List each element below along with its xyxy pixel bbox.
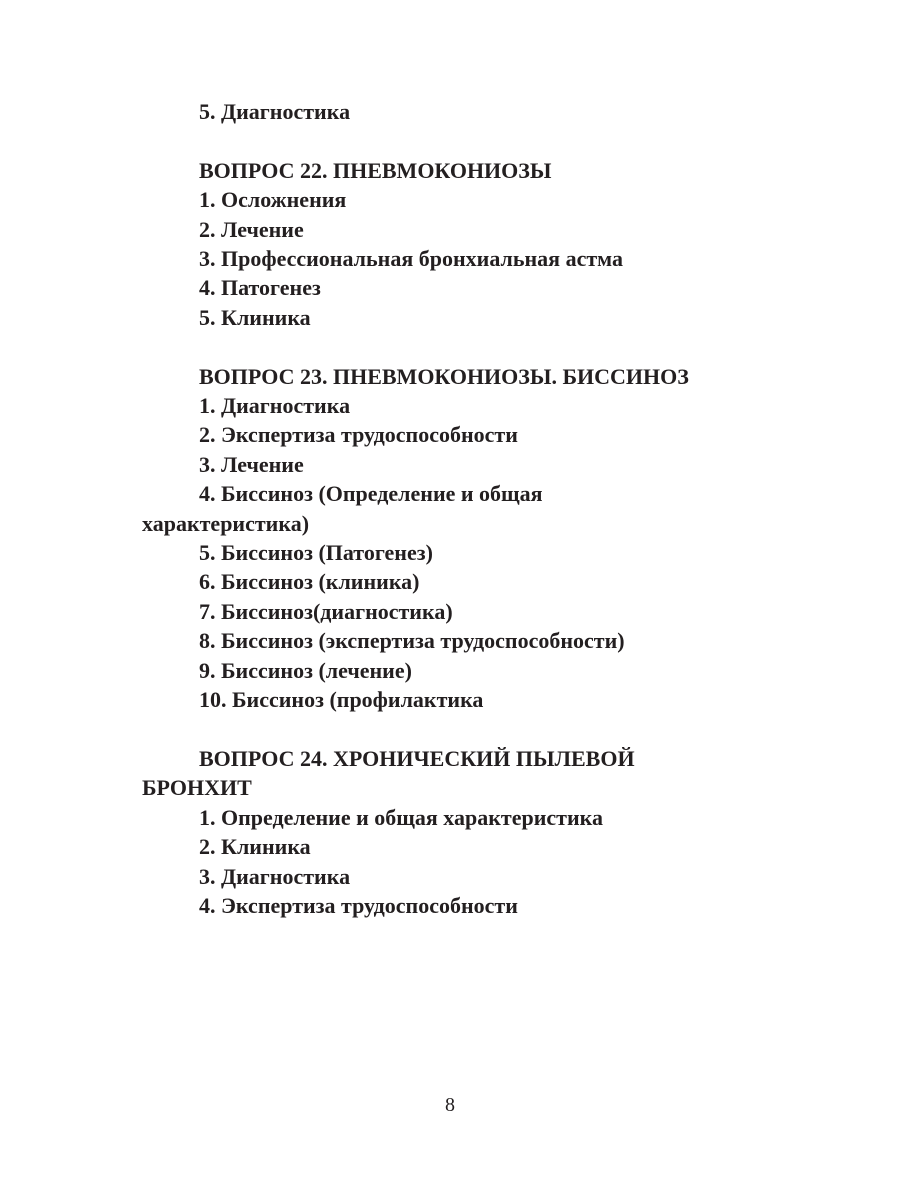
section-title-q22: ВОПРОС 22. ПНЕВМОКОНИОЗЫ — [199, 157, 552, 183]
list-item: 5. Биссиноз (Патогенез) — [199, 540, 433, 566]
list-item: 4. Биссиноз (Определение и общая — [199, 481, 543, 507]
section-gap — [142, 332, 762, 361]
list-item: 1. Осложнения — [199, 187, 347, 213]
list-item: 3. Лечение — [199, 451, 304, 477]
list-item: 6. Биссиноз (клиника) — [199, 569, 420, 595]
list-item: 9. Биссиноз (лечение) — [199, 657, 412, 683]
list-item: 4. Патогенез — [199, 275, 321, 301]
section-title-q24-continuation: БРОНХИТ — [142, 775, 252, 801]
list-item: 8. Биссиноз (экспертиза трудоспособности) — [199, 628, 625, 654]
section-title-q23: ВОПРОС 23. ПНЕВМОКОНИОЗЫ. БИССИНОЗ — [199, 363, 689, 389]
section-gap — [142, 126, 762, 155]
list-item: 4. Экспертиза трудоспособности — [199, 892, 518, 918]
section-gap — [142, 715, 762, 744]
page-number: 8 — [445, 1094, 455, 1116]
list-item: 5. Клиника — [199, 304, 311, 330]
list-item-continuation: характеристика) — [142, 510, 310, 536]
list-item: 5. Диагностика — [199, 99, 351, 124]
list-item: 1. Диагностика — [199, 393, 351, 419]
list-item: 7. Биссиноз(диагностика) — [199, 598, 453, 624]
list-item: 2. Экспертиза трудоспособности — [199, 422, 518, 448]
list-item: 2. Лечение — [199, 216, 304, 242]
document-content — [142, 97, 762, 920]
section-title-q24: ВОПРОС 24. ХРОНИЧЕСКИЙ ПЫЛЕВОЙ — [199, 745, 635, 771]
list-item: 1. Определение и общая характеристика — [199, 804, 603, 830]
list-item: 3. Профессиональная бронхиальная астма — [199, 246, 623, 272]
list-item: 10. Биссиноз (профилактика — [199, 687, 484, 713]
list-item: 3. Диагностика — [199, 863, 351, 889]
list-item: 2. Клиника — [199, 834, 311, 860]
